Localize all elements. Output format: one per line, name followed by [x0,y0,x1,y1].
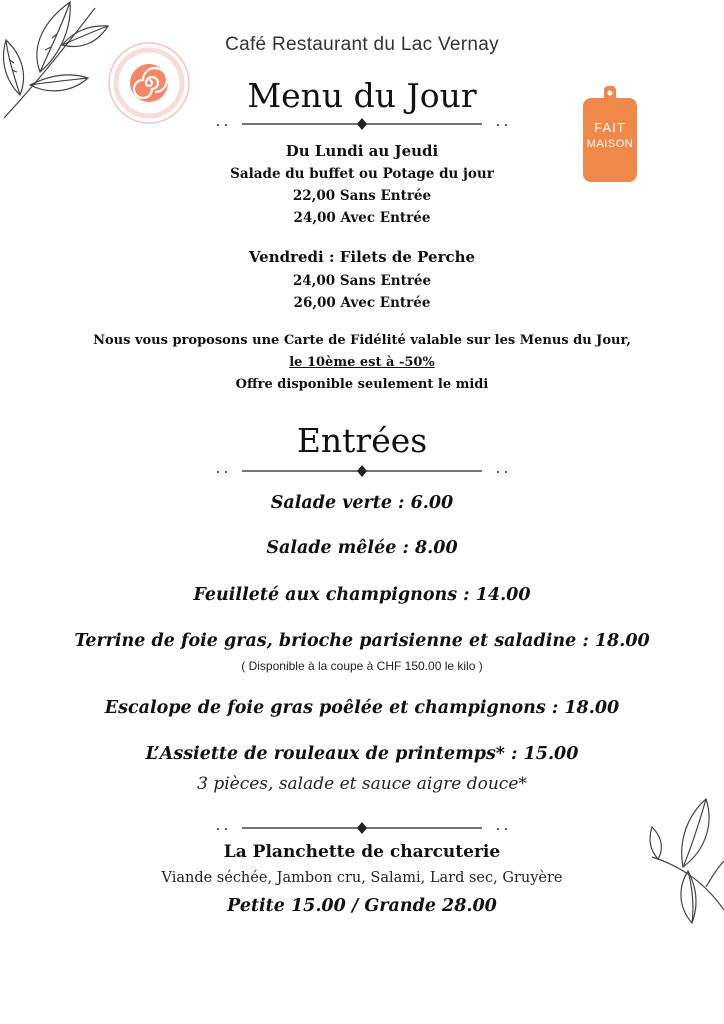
planchette-title: La Planchette de charcuterie [223,842,501,862]
planchette-prices: Petite 15.00 / Grande 28.00 [227,896,497,916]
entree-item: Escalope de foie gras poêlée et champignons : 18.00 [104,698,620,718]
friday-price-with: 26,00 Avec Entrée [293,295,431,311]
divider-ornament [216,117,508,131]
badge-text-fait: FAIT [594,120,626,135]
weekday-description: Salade du buffet ou Potage du jour [230,166,494,182]
entree-item: Salade verte : 6.00 [270,493,454,513]
divider-ornament [216,464,508,478]
loyalty-line-2: le 10ème est à -50% [289,355,435,370]
entree-note: ( Disponible à la coupe à CHF 150.00 le kilo ) [241,659,483,673]
entree-item: Terrine de foie gras, brioche parisienne et saladine : 18.00 [74,631,650,651]
entree-item: Feuilleté aux champignons : 14.00 [193,585,531,605]
badge-text-maison: MAISON [586,138,634,150]
restaurant-name: Café Restaurant du Lac Vernay [225,34,499,55]
loyalty-line-3: Offre disponible seulement le midi [235,377,489,392]
entrees-title: Entrées [296,421,428,460]
divider-ornament [216,821,508,835]
loyalty-line-1: Nous vous proposons une Carte de Fidélité valable sur les Menus du Jour, [93,333,631,348]
entree-item: L’Assiette de rouleaux de printemps* : 15.00 [145,744,579,764]
planchette-description: Viande séchée, Jambon cru, Salami, Lard sec, Gruyère [161,870,563,886]
weekday-price-without: 22,00 Sans Entrée [292,188,432,204]
weekday-heading: Du Lundi au Jeudi [285,142,439,160]
friday-heading: Vendredi : Filets de Perche [248,248,476,266]
weekday-price-with: 24,00 Avec Entrée [293,210,431,226]
entree-note: 3 pièces, salade et sauce aigre douce* [197,774,527,794]
friday-price-without: 24,00 Sans Entrée [292,273,432,289]
entree-item: Salade mêlée : 8.00 [266,538,458,558]
menu-du-jour-title: Menu du Jour [247,76,477,115]
